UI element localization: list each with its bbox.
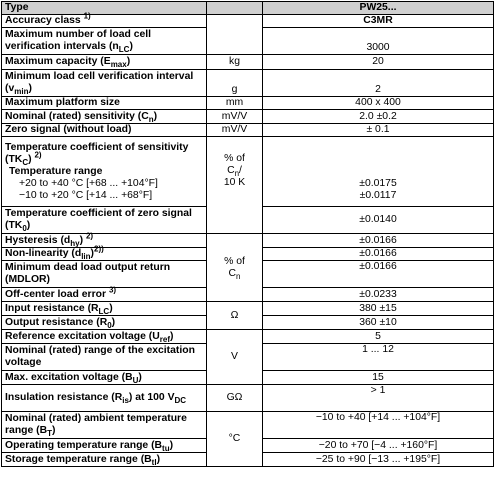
bu-label: Max. excitation voltage $(B_U)$ xyxy=(2,371,207,385)
sensitivity-unit: mV/V xyxy=(207,110,263,124)
temperature-range-1: +20 to +40 °C [+68 ... +104°F] xyxy=(19,177,158,189)
uref-value: 5 xyxy=(263,330,494,344)
input-resistance-label: Input resistance $(R_{LC})$ xyxy=(2,302,207,316)
vmin-row xyxy=(2,70,494,97)
insulation-value: > 1 xyxy=(263,385,494,412)
zero-label: Zero signal (without load) xyxy=(2,124,207,137)
temperature-range-title: Temperature range xyxy=(9,165,103,177)
temperature-range-2: −10 to +20 °C [+14 ... +68°F] xyxy=(19,189,153,201)
header-row xyxy=(2,2,494,15)
type-header: Type xyxy=(2,2,207,15)
tk-unit: % of $C_n/$ 10 K xyxy=(207,137,263,234)
bt-label: Nominal (rated) ambient temperature range $(B_T)$ xyxy=(2,412,207,439)
model-header: PW25... xyxy=(263,2,494,15)
nlc-label: Maximum number of load cell verification intervals $(n_{LC})$ xyxy=(2,28,207,55)
specifications-table xyxy=(1,1,494,467)
accuracy-row xyxy=(2,15,494,28)
sensitivity-label: Nominal (rated) sensitivity $(C_n)$ xyxy=(2,110,207,124)
input-resistance-row xyxy=(2,302,494,316)
insulation-row xyxy=(2,385,494,412)
pct-unit: % of $C_n$ xyxy=(207,234,263,302)
emax-row xyxy=(2,55,494,70)
sensitivity-value: 2.0 ±0.2 xyxy=(263,110,494,124)
emax-label: Maximum capacity $(E_{max})$ xyxy=(2,55,207,70)
accuracy-label: Accuracy class $^{1)}$ xyxy=(2,15,207,28)
excitation-range-value: 1 ... 12 xyxy=(263,344,494,371)
tkc-value-1: ±0.0175 xyxy=(359,178,397,189)
celsius-unit: °C xyxy=(207,412,263,467)
tk0-label: Temperature coefficient of zero signal $(TK_0)$ xyxy=(2,207,207,234)
accuracy-unit xyxy=(207,15,263,55)
insulation-unit: GΩ xyxy=(207,385,263,412)
bt-value: −10 to +40 [+14 ... +104°F] xyxy=(263,412,494,439)
tkc-label: Temperature coefficient of sensitivity $(TK_C)$ $^{2)}$ Temperature range +20 to +40 °C [+68 ... +104°F] −10 to +20 °C [+14 ... +68°F] xyxy=(2,137,207,207)
uref-row xyxy=(2,330,494,344)
nonlinearity-label: Non-linearity $(d_{lin})^{2))}$ xyxy=(2,248,207,261)
btu-value: −20 to +70 [−4 ... +160°F] xyxy=(263,439,494,453)
input-resistance-value: 380 ±15 xyxy=(263,302,494,316)
platform-unit: mm xyxy=(207,97,263,110)
excitation-range-label: Nominal (rated) range of the excitation voltage xyxy=(2,344,207,371)
emax-unit: kg xyxy=(207,55,263,70)
vmin-value: 2 xyxy=(263,70,494,97)
ohm-unit: Ω xyxy=(207,302,263,330)
hysteresis-row xyxy=(2,234,494,248)
btl-value: −25 to +90 [−13 ... +195°F] xyxy=(263,453,494,467)
sensitivity-row xyxy=(2,110,494,124)
tkc-value-2: ±0.0117 xyxy=(359,190,397,201)
volt-unit: V xyxy=(207,330,263,385)
bt-row xyxy=(2,412,494,439)
offcenter-label: Off-center load error $^{3)}$ xyxy=(2,288,207,302)
btl-label: Storage temperature range $(B_{tl})$ xyxy=(2,453,207,467)
nonlinearity-value: ±0.0166 xyxy=(263,248,494,261)
tkc-row xyxy=(2,137,494,207)
platform-row xyxy=(2,97,494,110)
hysteresis-value: ±0.0166 xyxy=(263,234,494,248)
nlc-value: 3000 xyxy=(263,28,494,55)
accuracy-value: C3MR xyxy=(263,15,494,28)
mdlor-label: Minimum dead load output return (MDLOR) xyxy=(2,261,207,288)
mdlor-value: ±0.0166 xyxy=(263,261,494,288)
output-resistance-value: 360 ±10 xyxy=(263,316,494,330)
output-resistance-label: Output resistance $(R_0)$ xyxy=(2,316,207,330)
unit-header xyxy=(207,2,263,15)
insulation-label: Insulation resistance $(R_{is})$ at 100 $V_{DC}$ xyxy=(2,385,207,412)
vmin-unit: g xyxy=(207,70,263,97)
vmin-label: Minimum load cell verification interval $(v_{min})$ xyxy=(2,70,207,97)
btu-label: Operating temperature range $(B_{tu})$ xyxy=(2,439,207,453)
platform-label: Maximum platform size xyxy=(2,97,207,110)
hysteresis-label: Hysteresis $(d_{hy})$ $^{2)}$ xyxy=(2,234,207,248)
zero-unit: mV/V xyxy=(207,124,263,137)
tk0-value: ±0.0140 xyxy=(263,207,494,234)
platform-value: 400 x 400 xyxy=(263,97,494,110)
bu-value: 15 xyxy=(263,371,494,385)
zero-value: ± 0.1 xyxy=(263,124,494,137)
uref-label: Reference excitation voltage $(U_{ref})$ xyxy=(2,330,207,344)
offcenter-value: ±0.0233 xyxy=(263,288,494,302)
emax-value: 20 xyxy=(263,55,494,70)
tkc-values xyxy=(263,137,494,207)
zero-row xyxy=(2,124,494,137)
